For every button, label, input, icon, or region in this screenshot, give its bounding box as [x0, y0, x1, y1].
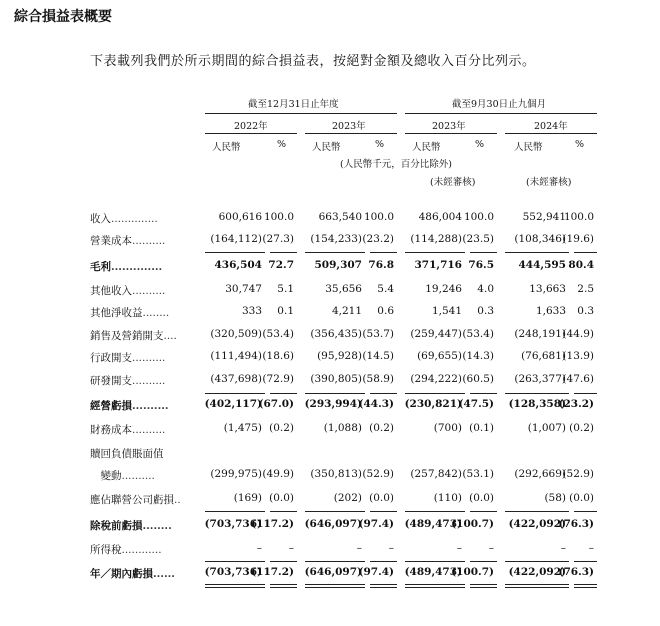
amount-cell: (350,813): [310, 468, 362, 480]
row-label-text: 所得稅: [90, 544, 122, 556]
percent-cell: (18.6): [262, 350, 294, 362]
header-rule-2023-nine: [405, 133, 497, 134]
row-label: [90, 283, 194, 298]
percent-cell: (67.0): [258, 398, 294, 410]
row-label: [90, 422, 194, 437]
amount-cell: 436,504: [214, 259, 262, 271]
row-label: [90, 566, 194, 581]
amount-cell: 13,663: [529, 283, 566, 295]
percent-cell: (0.1): [469, 422, 494, 434]
percent-cell: (60.5): [462, 373, 494, 385]
table-rule: [205, 587, 265, 588]
table-rule: [405, 587, 465, 588]
table-rule: [205, 561, 265, 562]
percent-cell: 100.0: [263, 211, 294, 223]
table-rule: [370, 393, 397, 394]
header-rule-year: [205, 113, 397, 114]
row-label-dots: ..........: [132, 285, 166, 297]
row-label-dots: ....: [163, 330, 177, 342]
row-label: [90, 233, 194, 248]
row-label: [90, 259, 194, 274]
header-year-2023: 2023年: [332, 121, 366, 132]
percent-cell: (0.0): [569, 492, 594, 504]
amount-cell: (154,233): [310, 233, 362, 245]
amount-cell: (356,435): [310, 328, 362, 340]
amount-cell: (437,698): [210, 373, 262, 385]
row-label: [90, 211, 194, 226]
percent-cell: –: [488, 542, 494, 554]
header-year-2023-nine: 2023年: [432, 121, 466, 132]
percent-cell: (0.0): [469, 492, 494, 504]
percent-cell: 72.7: [268, 259, 294, 271]
percent-cell: (44.9): [562, 328, 594, 340]
table-rule: [370, 561, 397, 562]
amount-cell: (257,842): [410, 468, 462, 480]
percent-cell: (47.6): [562, 373, 594, 385]
amount-cell: (128,358): [508, 398, 566, 410]
section-title: 綜合損益表概要: [14, 9, 112, 25]
amount-cell: (294,222): [410, 373, 462, 385]
amount-cell: (1,007): [527, 422, 566, 434]
amount-cell: –: [456, 542, 462, 554]
percent-cell: (97.4): [358, 518, 394, 530]
percent-cell: 100.0: [363, 211, 394, 223]
row-label-dots: ..........: [132, 375, 166, 387]
table-rule: [405, 511, 465, 512]
table-rule: [505, 587, 569, 588]
percent-cell: (52.9): [562, 468, 594, 480]
amount-cell: (114,288): [410, 233, 462, 245]
percent-cell: 0.3: [577, 305, 594, 317]
table-rule: [405, 584, 465, 585]
row-label: [90, 398, 194, 413]
row-label-text: 收入: [90, 213, 111, 225]
table-rule: [505, 561, 569, 562]
header-period-year: 截至12月31日止年度: [248, 99, 339, 110]
header-rmb-3: 人民幣: [412, 142, 441, 153]
table-rule: [574, 561, 597, 562]
row-label: [90, 305, 194, 320]
percent-cell: (23.2): [558, 398, 594, 410]
header-pct-2: %: [375, 139, 385, 150]
header-rule-2022: [205, 133, 297, 134]
table-rule: [305, 511, 365, 512]
amount-cell: (230,821): [404, 398, 462, 410]
amount-cell: (58): [544, 492, 566, 504]
percent-cell: 0.1: [277, 305, 294, 317]
table-rule: [305, 252, 365, 253]
table-rule: [270, 252, 297, 253]
header-pct-4: %: [575, 139, 585, 150]
table-rule: [370, 252, 397, 253]
table-rule: [470, 587, 497, 588]
amount-cell: 509,307: [314, 259, 362, 271]
percent-cell: 4.0: [477, 283, 494, 295]
table-rule: [205, 252, 265, 253]
table-rule: [505, 511, 569, 512]
amount-cell: (76,681): [521, 350, 566, 362]
header-pct-3: %: [475, 139, 485, 150]
percent-cell: 80.4: [568, 259, 594, 271]
table-rule: [470, 561, 497, 562]
percent-cell: –: [288, 542, 294, 554]
table-rule: [405, 561, 465, 562]
percent-cell: (23.5): [462, 233, 494, 245]
row-label: [90, 542, 194, 557]
row-label-text: 其他收入: [90, 285, 132, 297]
percent-cell: –: [588, 542, 594, 554]
row-label-text: 年／期內虧損: [90, 568, 153, 580]
header-unaudited-2024: (未經審核): [526, 177, 572, 188]
row-label-dots: ......: [153, 568, 175, 580]
percent-cell: (117.2): [251, 518, 294, 530]
amount-cell: 4,211: [331, 305, 362, 317]
percent-cell: (76.3): [558, 566, 594, 578]
amount-cell: 30,747: [225, 283, 262, 295]
amount-cell: 35,656: [325, 283, 362, 295]
table-rule: [270, 511, 297, 512]
amount-cell: (489,473): [404, 566, 462, 578]
row-label-text: 其他淨收益: [90, 307, 143, 319]
table-rule: [574, 584, 597, 585]
percent-cell: (0.0): [269, 492, 294, 504]
amount-cell: (422,092): [508, 566, 566, 578]
amount-cell: 663,540: [318, 211, 362, 223]
percent-cell: (97.4): [358, 566, 394, 578]
amount-cell: (1,475): [223, 422, 262, 434]
amount-cell: (489,473): [404, 518, 462, 530]
row-label-dots: ..........: [132, 235, 166, 247]
row-label: [90, 373, 194, 388]
row-label-text: 贖回負債賬面值: [90, 448, 164, 460]
percent-cell: 76.8: [368, 259, 394, 271]
table-row: [0, 350, 660, 372]
table-rule: [305, 561, 365, 562]
percent-cell: (72.9): [262, 373, 294, 385]
row-label: [90, 492, 194, 507]
percent-cell: (0.2): [569, 422, 594, 434]
amount-cell: 19,246: [425, 283, 462, 295]
table-rule: [205, 584, 265, 585]
percent-cell: (100.7): [451, 518, 494, 530]
table-rule: [370, 511, 397, 512]
row-label-dots: ..........: [132, 424, 166, 436]
amount-cell: (110): [433, 492, 462, 504]
amount-cell: (111,494): [210, 350, 262, 362]
percent-cell: (44.3): [358, 398, 394, 410]
table-rule: [405, 393, 465, 394]
row-label: [90, 328, 194, 343]
percent-cell: (53.4): [462, 328, 494, 340]
table-rule: [574, 511, 597, 512]
table-rule: [505, 584, 569, 585]
header-rmb-2: 人民幣: [312, 142, 341, 153]
table-rule: [270, 393, 297, 394]
table-rule: [574, 587, 597, 588]
percent-cell: 2.5: [577, 283, 594, 295]
table-rule: [270, 587, 297, 588]
header-rule-2023: [305, 133, 397, 134]
percent-cell: (58.9): [362, 373, 394, 385]
percent-cell: 0.6: [377, 305, 394, 317]
amount-cell: (108,346): [514, 233, 566, 245]
percent-cell: (53.7): [362, 328, 394, 340]
table-rule: [270, 584, 297, 585]
table-row: [0, 398, 660, 420]
amount-cell: (1,088): [323, 422, 362, 434]
table-rule: [270, 561, 297, 562]
amount-cell: 552,941: [522, 211, 566, 223]
amount-cell: 600,616: [218, 211, 262, 223]
table-row: [0, 468, 660, 490]
header-unit-note: (人民幣千元，百分比除外): [340, 159, 452, 170]
table-rule: [470, 511, 497, 512]
amount-cell: 486,004: [418, 211, 462, 223]
table-rule: [505, 393, 569, 394]
header-year-2022: 2022年: [234, 121, 268, 132]
row-label-text: 營業成本: [90, 235, 132, 247]
row-label: [90, 468, 194, 483]
amount-cell: (422,092): [508, 518, 566, 530]
percent-cell: 0.3: [477, 305, 494, 317]
amount-cell: (69,655): [417, 350, 462, 362]
table-rule: [405, 252, 465, 253]
amount-cell: (164,112): [210, 233, 262, 245]
table-rule: [305, 393, 365, 394]
percent-cell: (52.9): [362, 468, 394, 480]
amount-cell: (263,377): [514, 373, 566, 385]
percent-cell: (19.6): [562, 233, 594, 245]
percent-cell: (27.3): [262, 233, 294, 245]
row-label-text: 研發開支: [90, 375, 132, 387]
row-label-text: 經營虧損: [90, 400, 132, 412]
row-label-text: 毛利: [90, 261, 111, 273]
percent-cell: –: [388, 542, 394, 554]
amount-cell: 1,541: [431, 305, 462, 317]
percent-cell: (53.1): [462, 468, 494, 480]
row-label-text: 變動: [90, 470, 122, 482]
row-label-dots: ..........: [132, 400, 169, 412]
percent-cell: (0.2): [369, 422, 394, 434]
amount-cell: (703,736): [204, 566, 262, 578]
amount-cell: (700): [433, 422, 462, 434]
amount-cell: (292,669): [514, 468, 566, 480]
amount-cell: (390,805): [310, 373, 362, 385]
table-row: [0, 373, 660, 395]
table-rule: [305, 584, 365, 585]
table-row: [0, 259, 660, 281]
table-row: [0, 211, 660, 233]
table-rule: [370, 584, 397, 585]
row-label-dots: ..: [174, 494, 181, 506]
header-period-nine: 截至9月30日止九個月: [452, 99, 547, 110]
amount-cell: (248,191): [514, 328, 566, 340]
intro-paragraph: 下表載列我們於所示期間的綜合損益表，按絕對金額及總收入百分比列示。: [90, 54, 536, 69]
table-row: [0, 446, 660, 468]
percent-cell: (76.3): [558, 518, 594, 530]
percent-cell: (47.5): [458, 398, 494, 410]
row-label-dots: ........: [142, 307, 170, 319]
percent-cell: 76.5: [468, 259, 494, 271]
amount-cell: (320,509): [210, 328, 262, 340]
amount-cell: 333: [241, 305, 262, 317]
percent-cell: 5.4: [377, 283, 394, 295]
amount-cell: (646,097): [304, 518, 362, 530]
percent-cell: (53.4): [262, 328, 294, 340]
row-label-text: 除稅前虧損: [90, 520, 143, 532]
percent-cell: (49.9): [262, 468, 294, 480]
table-rule: [470, 584, 497, 585]
amount-cell: (703,736): [204, 518, 262, 530]
amount-cell: (169): [233, 492, 262, 504]
row-label-text: 財務成本: [90, 424, 132, 436]
table-rule: [505, 252, 569, 253]
amount-cell: (646,097): [304, 566, 362, 578]
header-rule-nine: [405, 113, 597, 114]
amount-cell: 444,595: [518, 259, 566, 271]
table-rule: [205, 393, 265, 394]
table-rule: [305, 587, 365, 588]
header-rule-2024: [505, 133, 597, 134]
amount-cell: 371,716: [414, 259, 462, 271]
row-label-dots: ..............: [111, 213, 158, 225]
header-rmb-1: 人民幣: [212, 142, 241, 153]
row-label-text: 應佔聯營公司虧損: [90, 494, 174, 506]
table-rule: [470, 252, 497, 253]
row-label-dots: ..........: [132, 352, 166, 364]
row-label-text: 行政開支: [90, 352, 132, 364]
percent-cell: (0.0): [369, 492, 394, 504]
percent-cell: 100.0: [563, 211, 594, 223]
percent-cell: (23.2): [362, 233, 394, 245]
row-label-dots: ..........: [121, 470, 155, 482]
table-row: [0, 328, 660, 350]
header-year-2024: 2024年: [534, 121, 568, 132]
amount-cell: –: [356, 542, 362, 554]
row-label: [90, 518, 194, 533]
amount-cell: (95,928): [317, 350, 362, 362]
table-rule: [205, 511, 265, 512]
row-label-text: 銷售及營銷開支: [90, 330, 164, 342]
amount-cell: (259,447): [410, 328, 462, 340]
table-row: [0, 422, 660, 444]
amount-cell: (402,117): [204, 398, 262, 410]
percent-cell: (14.3): [462, 350, 494, 362]
amount-cell: 1,633: [535, 305, 566, 317]
row-label: [90, 350, 194, 365]
row-label-dots: ............: [121, 544, 162, 556]
percent-cell: (100.7): [451, 566, 494, 578]
percent-cell: (0.2): [269, 422, 294, 434]
row-label: [90, 446, 194, 461]
percent-cell: (13.9): [562, 350, 594, 362]
table-rule: [574, 393, 597, 394]
amount-cell: (299,975): [210, 468, 262, 480]
percent-cell: (14.5): [362, 350, 394, 362]
amount-cell: –: [560, 542, 566, 554]
amount-cell: (293,994): [304, 398, 362, 410]
table-row: [0, 305, 660, 327]
amount-cell: –: [256, 542, 262, 554]
table-rule: [574, 252, 597, 253]
header-pct-1: %: [277, 139, 287, 150]
percent-cell: 5.1: [277, 283, 294, 295]
table-row: [0, 283, 660, 305]
amount-cell: (202): [333, 492, 362, 504]
row-label-dots: ........: [142, 520, 172, 532]
row-label-dots: ..............: [111, 261, 163, 273]
header-rmb-4: 人民幣: [514, 142, 543, 153]
table-rule: [470, 393, 497, 394]
table-rule: [370, 587, 397, 588]
table-row: [0, 518, 660, 540]
percent-cell: (117.2): [251, 566, 294, 578]
percent-cell: 100.0: [463, 211, 494, 223]
header-unaudited-2023: (未經審核): [430, 177, 476, 188]
